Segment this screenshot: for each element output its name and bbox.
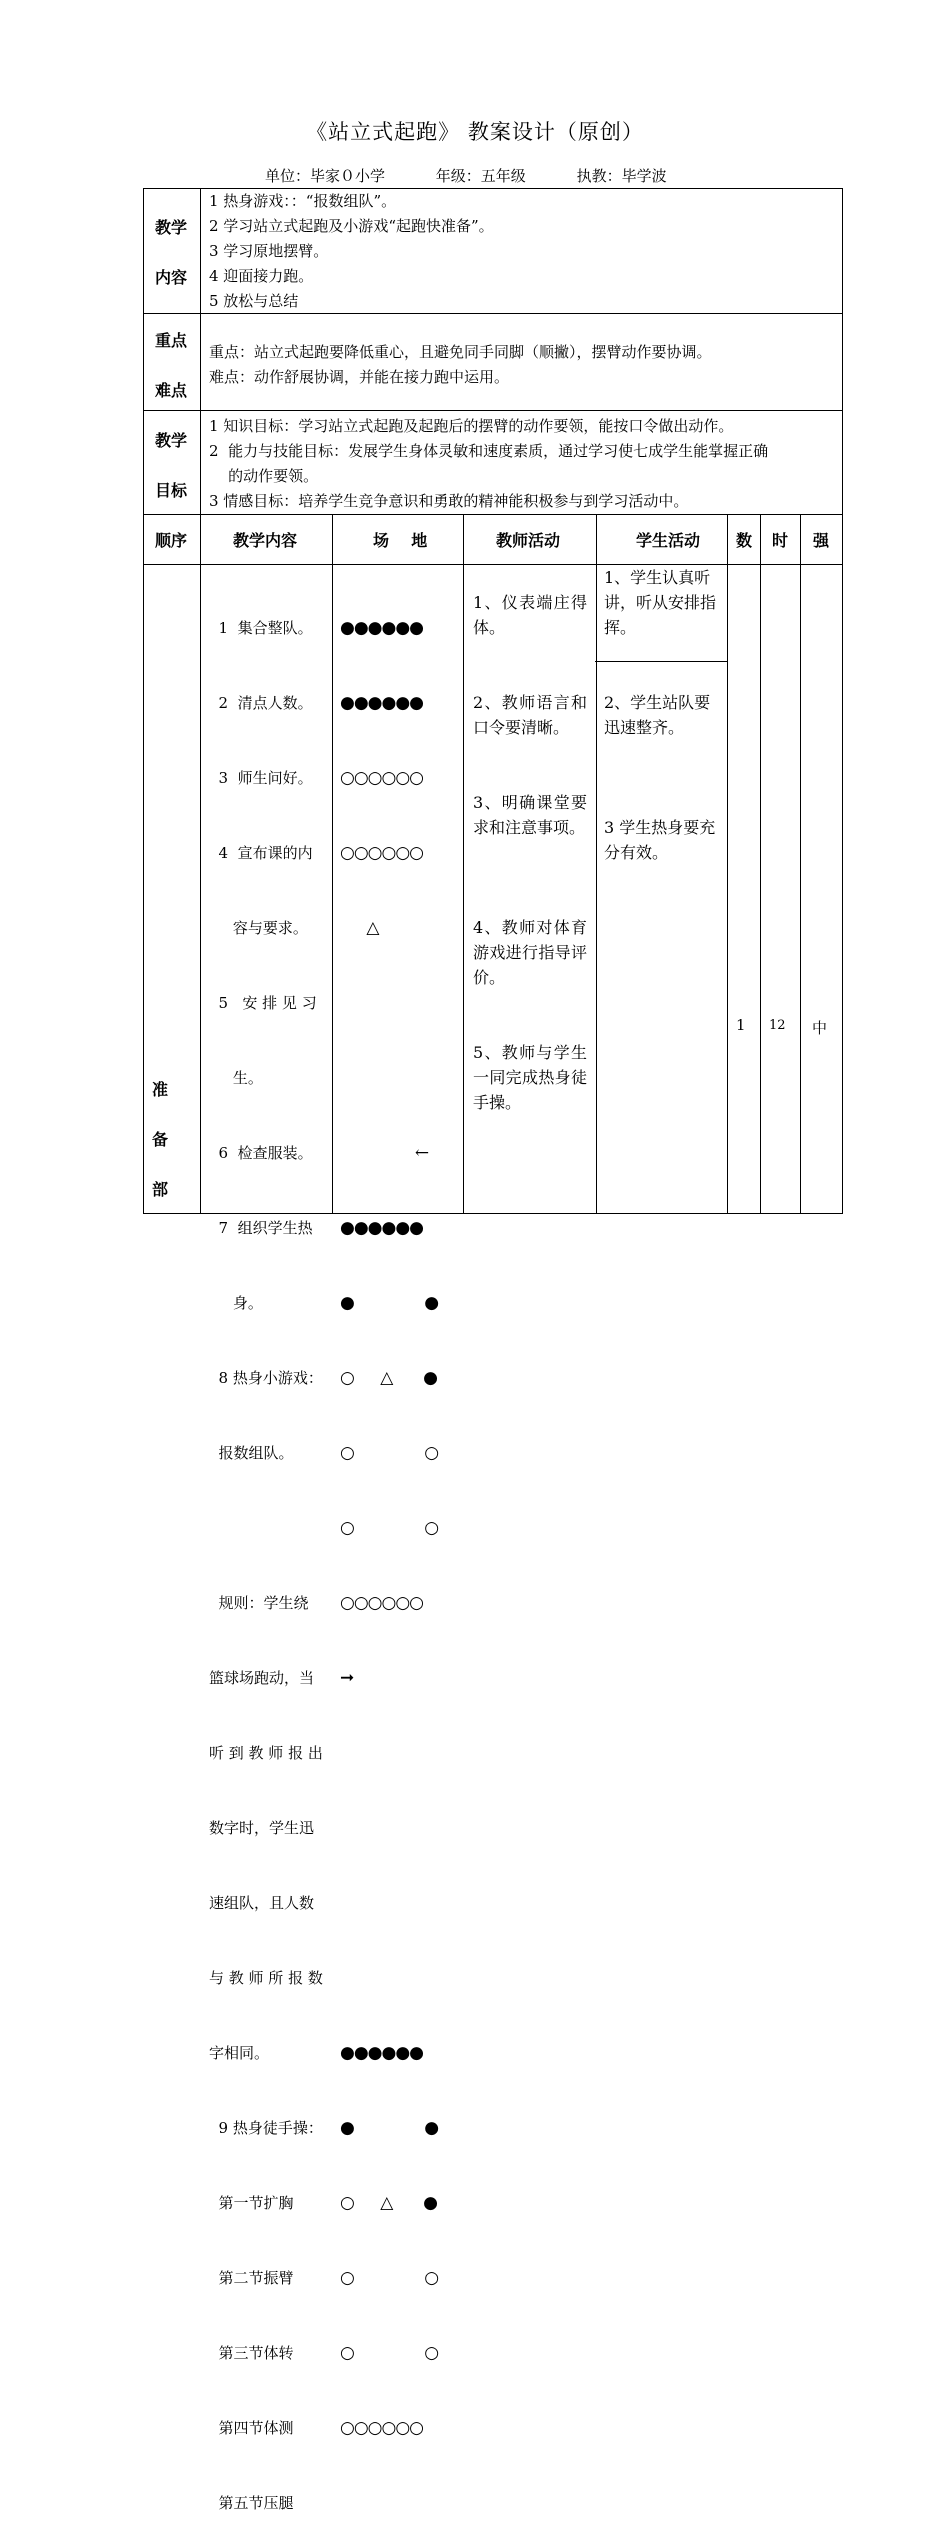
content-label-1: 教学 [155, 218, 188, 237]
time-value: 12 [769, 1018, 786, 1033]
formation-row: ➞ [340, 1668, 354, 1688]
formation-row: ●●●●●● [340, 1218, 424, 1238]
teacher-activities [473, 590, 587, 1115]
content-item: 5 放松与总结 [209, 292, 299, 310]
prep-content-line: 9 热身徒手操： [209, 2119, 323, 2137]
student-activity: 2、学生站队要迅速整齐。 [604, 693, 711, 737]
teacher-activity: 2、教师语言和口令要清晰。 [473, 693, 587, 737]
focus-label-1: 重点 [155, 331, 188, 350]
formation-row: ●●●●●● [340, 2043, 424, 2063]
student-activity: 3 学生热身要充分有效。 [604, 818, 716, 862]
prep-content-line [209, 1516, 323, 1541]
venue-formation [340, 566, 438, 2466]
section-label-char: 准 [152, 1080, 169, 1099]
goals-list [209, 414, 768, 514]
student-activity: 1、学生认真听讲，听从安排指挥。 [604, 568, 717, 637]
prep-content-line: 报数组队。 [209, 1444, 294, 1462]
prep-content [209, 566, 323, 2541]
section-label-char: 备 [152, 1130, 169, 1149]
formation-row: ○ △ ● [340, 1368, 437, 1388]
prep-content-line: 字相同。 [209, 2044, 270, 2062]
formation-row: ●●●●●● [340, 693, 424, 713]
prep-content-line: 第一节扩胸 [209, 2194, 294, 2212]
formation-row [340, 1966, 438, 1991]
prep-content-line: 第二节振臂 [209, 2269, 294, 2287]
goals-label-2: 目标 [155, 481, 188, 500]
prep-content-line: 2 清点人数。 [209, 694, 313, 712]
prep-content-line: 第四节体测 [209, 2419, 294, 2437]
prep-content-line: 8 热身小游戏： [209, 1369, 323, 1387]
formation-row: ○ △ ● [340, 2193, 437, 2213]
teacher-activity: 3、明确课堂要求和注意事项。 [473, 793, 587, 837]
content-label-2: 内容 [155, 268, 188, 287]
formation-row [340, 1741, 438, 1766]
prep-content-line: 身。 [209, 1294, 263, 1312]
prep-content-line: 5 安 排 见 习 [209, 994, 317, 1012]
formation-row: ○ ○ [340, 2343, 439, 2363]
prep-content-line: 容与要求。 [209, 919, 308, 937]
prep-content-line: 篮球场跑动，当 [209, 1669, 315, 1687]
formation-row: △ [340, 918, 379, 938]
goals-label-1: 教学 [155, 431, 188, 450]
header-count: 数 [736, 531, 753, 550]
formation-row [340, 1891, 438, 1916]
formation-row: ← [340, 1143, 429, 1163]
formation-row [340, 1066, 438, 1091]
content-item: 3 学习原地摆臂。 [209, 242, 329, 260]
formation-row: ●●●●●● [340, 618, 424, 638]
focus-label-2: 难点 [155, 381, 188, 400]
formation-row [340, 1816, 438, 1841]
header-time: 时 [772, 531, 789, 550]
content-item: 4 迎面接力跑。 [209, 267, 314, 285]
intensity-value: 中 [812, 1019, 828, 1037]
prep-content-line: 3 师生问好。 [209, 769, 313, 787]
formation-row: ○ ○ [340, 1443, 439, 1463]
prep-content-line: 7 组织学生热 [209, 1219, 313, 1237]
prep-content-line: 数字时，学生迅 [209, 1819, 315, 1837]
formation-row: ○○○○○○ [340, 768, 424, 788]
header-content: 教学内容 [233, 531, 298, 550]
header-intensity: 强 [813, 531, 830, 550]
prep-content-line: 第三节体转 [209, 2344, 294, 2362]
prep-content-line: 1 集合整队。 [209, 619, 313, 637]
document-meta [265, 165, 713, 186]
prep-content-line: 6 检查服装。 [209, 1144, 313, 1162]
header-venue: 场 地 [373, 531, 428, 550]
formation-row: ○ ○ [340, 1518, 439, 1538]
difficulty-point: 难点：动作舒展协调，并能在接力跑中运用。 [209, 368, 510, 386]
formation-row: ○○○○○○ [340, 1593, 424, 1613]
prep-content-line: 生。 [209, 1069, 263, 1087]
prep-content-line: 4 宣布课的内 [209, 844, 313, 862]
prep-content-line: 速组队，且人数 [209, 1894, 315, 1912]
formation-row [340, 991, 438, 1016]
goal-item: 2 能力与技能目标：发展学生身体灵敏和速度素质，通过学习使七成学生能掌握正确 [209, 442, 769, 460]
key-point: 重点：站立式起跑要降低重心，且避免同手同脚（顺撇），摆臂动作要协调。 [209, 343, 712, 361]
formation-row: ● ● [340, 2118, 439, 2138]
content-list [209, 189, 494, 314]
document-title: 《站立式起跑》 教案设计（原创） [306, 120, 644, 144]
goal-item: 1 知识目标：学习站立式起跑及起跑后的摆臂的动作要领，能按口令做出动作。 [209, 417, 734, 435]
teacher-label: 执教：毕学波 [576, 167, 667, 185]
goal-item: 的动作要领。 [209, 467, 319, 485]
prep-content-line: 听 到 教 师 报 出 [209, 1744, 323, 1762]
prep-content-line: 第五节压腿 [209, 2494, 294, 2512]
grade-label: 年级：五年级 [435, 167, 526, 185]
header-order: 顺序 [155, 531, 188, 550]
header-student: 学生活动 [636, 531, 701, 550]
goal-item: 3 情感目标：培养学生竞争意识和勇敢的精神能积极参与到学习活动中。 [209, 492, 689, 510]
formation-row: ○ ○ [340, 2268, 439, 2288]
content-item: 2 学习站立式起跑及小游戏“起跑快准备”。 [209, 217, 494, 235]
count-value: 1 [736, 1016, 746, 1034]
header-teacher: 教师活动 [496, 531, 561, 550]
teacher-activity: 4、教师对体育游戏进行指导评价。 [473, 918, 587, 987]
section-label-char: 部 [152, 1180, 169, 1199]
teacher-activity: 1、仪表端庄得体。 [473, 593, 587, 637]
formation-row: ● ● [340, 1293, 439, 1313]
prep-content-line: 与 教 师 所 报 数 [209, 1969, 323, 1987]
unit-label: 单位：毕家０小学 [265, 167, 386, 185]
prep-content-line: 规则：学生绕 [209, 1594, 309, 1612]
formation-row: ○○○○○○ [340, 2418, 424, 2438]
content-item: 1 热身游戏：：“报数组队”。 [209, 192, 397, 210]
formation-row: ○○○○○○ [340, 843, 424, 863]
teacher-activity: 5、教师与学生一同完成热身徒手操。 [473, 1043, 587, 1112]
